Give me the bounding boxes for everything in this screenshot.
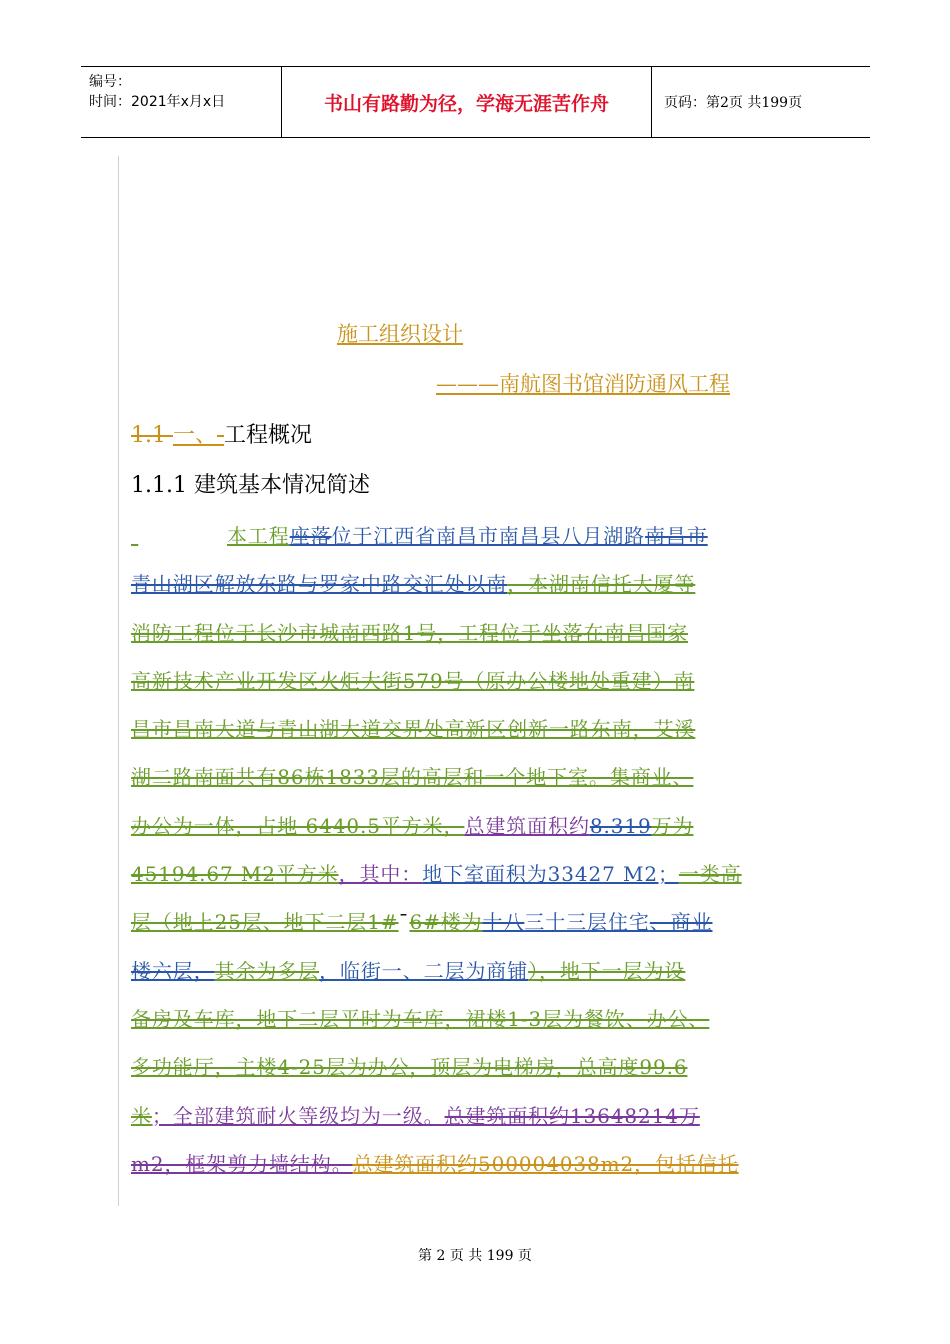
paragraph-line — [131, 753, 821, 801]
section-heading-2: 1.1.1 建筑基本情况简述 — [131, 473, 370, 498]
text-run: 消防工程位于长沙市城南西路1号，工程位于坐落在南昌国家 — [131, 620, 689, 645]
text-run: 一类高 — [678, 862, 742, 887]
text-run: ；全部建筑耐火等级均为一级。 — [151, 1103, 445, 1128]
heading-text: 工程概况 — [224, 423, 313, 448]
text-run: 层（地上25层、地下二层1# — [131, 910, 399, 935]
text-run: ，本湖南信托大厦等 — [507, 572, 696, 597]
text-run: 万为 — [651, 813, 694, 838]
paragraph-line — [131, 898, 821, 946]
text-run: 米 — [131, 1103, 152, 1128]
page-footer: 第 2 页 共 199 页 — [418, 1248, 532, 1264]
paragraph-line — [131, 657, 821, 705]
paragraph-line — [131, 705, 821, 753]
document-title: 施工组织设计 — [337, 322, 463, 346]
document-date-label: 时间：2021年x月x日 — [89, 94, 226, 110]
text-run: ，临街一、二层为商铺 — [319, 958, 529, 983]
document-number-label: 编号： — [89, 74, 131, 90]
paragraph-line — [131, 609, 821, 657]
paragraph-line — [131, 1092, 821, 1140]
document-subtitle: ———南航图书馆消防通风工程 — [436, 372, 730, 396]
header-motto: 书山有路勤为径，学海无涯苦作舟 — [281, 67, 652, 137]
text-run: 地下室面积为33427 M2； — [422, 862, 679, 887]
heading-deleted-number: 1.1 — [131, 423, 173, 448]
text-run: 座落 — [289, 524, 332, 548]
text-run: 本工程 — [227, 524, 290, 548]
paragraph-line — [131, 850, 821, 898]
text-run: 位于江西省南昌市南昌县八月湖路 — [331, 524, 646, 548]
paragraph-line — [131, 802, 821, 850]
text-run: 楼六层， — [131, 958, 215, 983]
body-paragraph — [131, 512, 821, 1188]
paragraph-line — [131, 512, 821, 560]
header-meta — [81, 67, 281, 137]
first-line-indent — [131, 512, 227, 560]
paragraph-line — [131, 995, 821, 1043]
text-run: 平方米 — [275, 862, 339, 887]
paragraph-line — [131, 560, 821, 608]
text-run: 昌市昌南大道与青山湖大道交界处高新区创新一路东南，艾溪 — [131, 717, 696, 742]
text-run: 总建筑面积约500004038m2，包括信托 — [352, 1151, 739, 1176]
text-run: 多功能厅，主楼4-25层为办公，顶层为电梯房，总高度99.6 — [131, 1055, 688, 1080]
heading-dash — [217, 423, 224, 448]
page-header — [81, 66, 870, 138]
text-run: 湖二路南面共有86栋1833层的高层和一个地下室。集商业、 — [131, 765, 694, 790]
header-page-info: 页码：第2页 共199页 — [664, 95, 803, 111]
margin-guide-line — [118, 156, 119, 1206]
paragraph-line — [131, 1140, 821, 1188]
text-run: 45194.67 M2 — [131, 862, 276, 887]
text-run: 高新技术产业开发区火炬大街579号（原办公楼地处重建）南 — [131, 668, 695, 693]
text-run: 、商业 — [649, 910, 713, 935]
text-run: 6#楼为 — [409, 910, 483, 935]
text-run: ，其中： — [338, 862, 423, 887]
text-run: 8.319 — [589, 813, 652, 838]
text-run: 其余为多层 — [214, 958, 320, 983]
paragraph-line — [131, 1043, 821, 1091]
text-run: 三十三层住宅 — [524, 910, 650, 935]
section-heading-1 — [131, 418, 312, 449]
text-run: 十八 — [482, 910, 525, 935]
text-run: 南昌市 — [645, 524, 708, 548]
text-run: ），地下一层为设 — [528, 958, 686, 983]
text-run: ˉ — [398, 910, 410, 935]
heading-inserted-number: 一、 — [172, 423, 217, 448]
text-run: 青山湖区解放东路与罗家中路交汇处以南 — [131, 572, 508, 597]
paragraph-line — [131, 947, 821, 995]
text-run: 总建筑面积约 — [464, 813, 590, 838]
text-run: 办公为一体，占地 6440.5平方米， — [131, 813, 465, 838]
text-run: m2，框架剪力墙结构。 — [131, 1151, 353, 1176]
text-run: 总建筑面积约13648214万 — [444, 1103, 700, 1128]
text-run: 备房及车库，地下二层平时为车库，裙楼1-3层为餐饮、办公、 — [131, 1006, 710, 1031]
